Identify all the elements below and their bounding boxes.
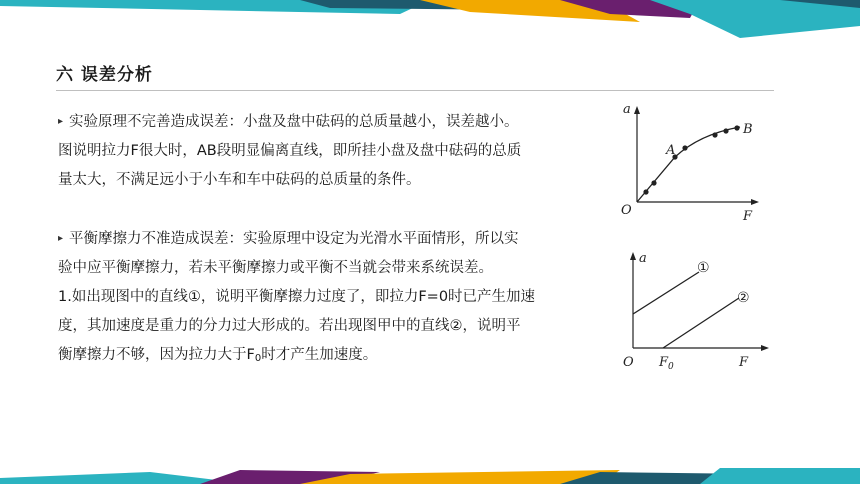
bottom-band-teal-right xyxy=(700,468,860,484)
paragraph1-line-1: ▸ 实验原理不完善造成误差：小盘及盘中砝码的总质量越小，误差越小。 xyxy=(58,114,519,130)
f0-subscript: 0 xyxy=(668,362,674,372)
paragraph-friction-error xyxy=(58,224,580,373)
data-point xyxy=(682,145,687,150)
y-axis-arrow xyxy=(634,106,640,114)
y-axis-arrow xyxy=(630,252,636,260)
paragraph-systematic-error xyxy=(58,107,580,195)
line-2-label: ② xyxy=(737,290,750,306)
paragraph2-line-4: 度，其加速度是重力的分力过大形成的。若出现图甲中的直线②，说明平 xyxy=(58,318,521,334)
paragraph1-line-2: 图说明拉力F很大时，AB段明显偏离直线，即所挂小盘及盘中砝码的总质 xyxy=(58,143,522,159)
top-decorative-band xyxy=(0,0,860,40)
origin-label: O xyxy=(623,355,634,370)
top-band-teal-right xyxy=(650,0,860,38)
data-point xyxy=(723,128,728,133)
bullet-icon: ▸ xyxy=(58,116,64,127)
x-axis-arrow xyxy=(751,199,759,205)
paragraph2-line-1: ▸ 平衡摩擦力不准造成误差：实验原理中设定为光滑水平面情形，所以实 xyxy=(58,231,519,247)
section-title: 六 误差分析 xyxy=(56,65,153,85)
title-divider xyxy=(56,90,774,91)
bottom-decorative-band xyxy=(0,468,860,484)
x-axis-arrow xyxy=(761,345,769,351)
y-axis-label: a xyxy=(623,102,631,117)
paragraph2-line-5: 衡摩擦力不够，因为拉力大于F0时才产生加速度。 xyxy=(58,347,378,364)
point-b-label: B xyxy=(743,122,753,137)
f0-label: $F_0$ xyxy=(659,355,674,372)
data-point xyxy=(734,125,739,130)
paragraph2-line-3: 1.如出现图中的直线①，说明平衡摩擦力过度了，即拉力F=0时已产生加速 xyxy=(58,289,536,305)
point-a-label: A xyxy=(666,143,676,158)
x-axis-label: F xyxy=(743,209,753,224)
paragraph2-line-2: 验中应平衡摩擦力，若未平衡摩擦力或平衡不当就会带来系统误差。 xyxy=(58,260,493,276)
figure-a-f-curve xyxy=(615,96,765,226)
figure-two-lines xyxy=(615,250,775,375)
y-axis-label: a xyxy=(639,251,647,266)
bullet-icon: ▸ xyxy=(58,233,64,244)
line-1-label: ① xyxy=(697,260,710,276)
x-axis-label: F xyxy=(739,355,749,370)
data-point xyxy=(643,189,648,194)
data-point xyxy=(651,180,656,185)
line-1 xyxy=(633,272,699,314)
paragraph1-line-3: 量太大，不满足远小于小车和车中砝码的总质量的条件。 xyxy=(58,172,421,188)
curve-ab xyxy=(637,127,740,202)
origin-label: O xyxy=(621,203,632,218)
line-2 xyxy=(663,298,739,348)
data-point xyxy=(712,132,717,137)
